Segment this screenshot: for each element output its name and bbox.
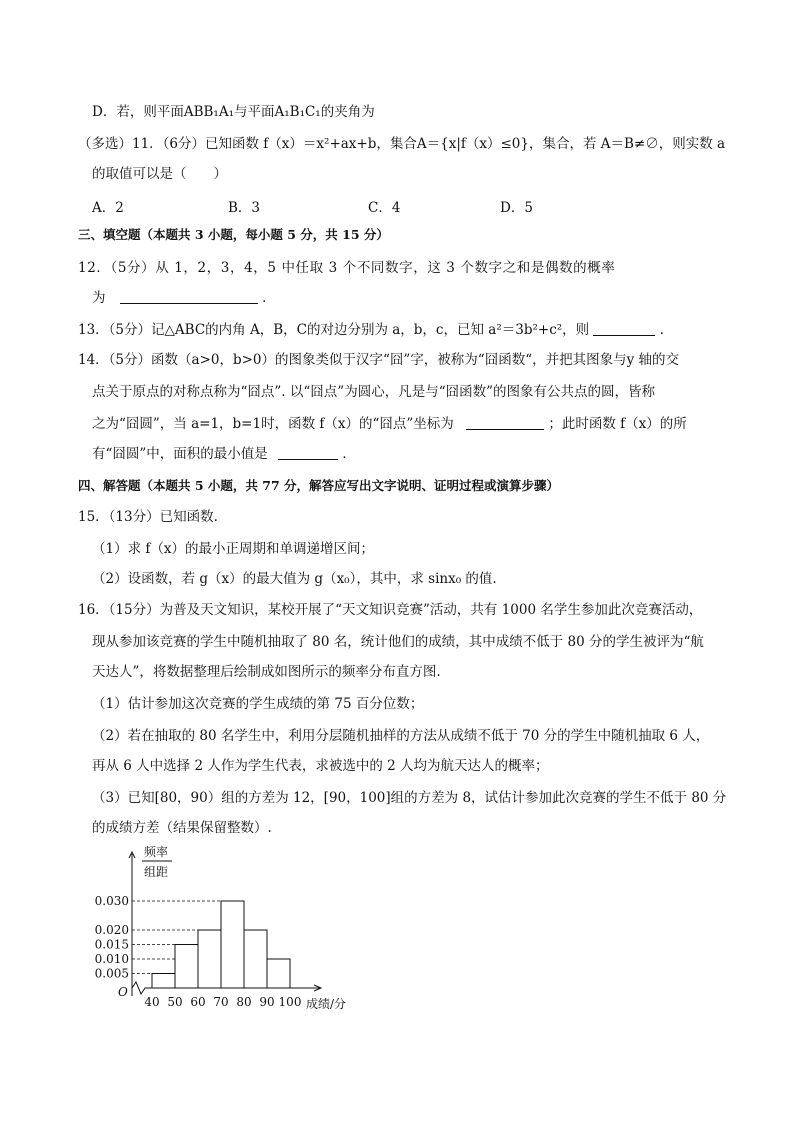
q16-part1: （1）估计参加这次竞赛的学生成绩的第 75 百分位数； <box>92 696 424 712</box>
histogram-bar-50-60 <box>175 945 198 989</box>
y-tick-label-3: 0.020 <box>94 923 129 937</box>
q16-part3-line2: 的成绩方差（结果保留整数）. <box>92 820 272 836</box>
histogram-bar-40-50 <box>152 974 175 989</box>
q16-line3: 天达人”，将数据整理后绘制成如图所示的频率分布直方图. <box>92 664 441 680</box>
x-tick-label-50: 50 <box>167 995 183 1009</box>
x-tick-label-60: 60 <box>190 995 206 1009</box>
q14-answer-blank-1[interactable] <box>466 415 544 430</box>
q12-period: ． <box>262 290 276 306</box>
q11-stem-line1: （多选）11．（6分）已知函数 f（x）＝x²+ax+b，集合A＝{x|f（x）≤0}，集合，若 A＝B≠∅，则实数 a <box>78 136 726 152</box>
x-axis-label: 成绩/分 <box>306 997 347 1011</box>
origin-label: O <box>118 985 128 999</box>
q13-period: ． <box>659 322 674 338</box>
histogram-bar-70-80 <box>221 901 244 988</box>
q14-text-d: ． <box>342 446 356 462</box>
q11-stem-line2: 的取值可以是（ ） <box>92 166 227 182</box>
q11-option-a: A．2 <box>92 200 124 216</box>
q13-answer-blank[interactable] <box>593 321 655 336</box>
section-3-heading: 三、填空题（本题共 3 小题，每小题 5 分，共 15 分） <box>78 227 389 242</box>
x-tick-label-90: 90 <box>259 995 275 1009</box>
y-tick-label-1: 0.010 <box>94 952 129 966</box>
q16-part2-line2: 再从 6 人中选择 2 人作为学生代表，求被选中的 2 人均为航天达人的概率； <box>92 758 549 774</box>
q15-part1: （1）求 f（x）的最小正周期和单调递增区间； <box>92 541 374 557</box>
histogram-bar-90-100 <box>267 959 290 988</box>
q11-option-c: C．4 <box>368 200 401 216</box>
q12-prefix: 为 <box>92 290 106 306</box>
q14-line4 <box>92 445 356 463</box>
ylabel-top: 频率 <box>144 845 169 859</box>
q15-part2: （2）设函数，若 g（x）的最大值为 g（x₀），其中，求 sinx₀ 的值. <box>92 571 497 587</box>
q12-stem: 12．（5分）从 1，2，3，4，5 中任取 3 个不同数字，这 3 个数字之和是偶数的概率 <box>78 260 616 276</box>
q16-line1: 16．（15分）为普及天文知识，某校开展了“天文知识竞赛”活动，共有 1000 名学生参加此次竞赛活动， <box>78 602 703 618</box>
q11-option-d: D．5 <box>500 200 533 216</box>
q14-text-a: 之为“囧圆”，当 a=1，b=1时，函数 f（x）的“囧点”坐标为 <box>92 416 454 432</box>
histogram-bar-80-90 <box>244 930 267 988</box>
section-4-heading: 四、解答题（本题共 5 小题，共 77 分，解答应写出文字说明、证明过程或演算步骤） <box>78 478 560 493</box>
q14-text-c: 有“囧圆”中，面积的最小值是 <box>92 446 268 462</box>
q14-text-b: ；此时函数 f（x）的所 <box>548 416 687 432</box>
x-tick-label-70: 70 <box>213 995 229 1009</box>
y-tick-label-0: 0.005 <box>94 966 129 981</box>
q15-stem: 15．（13分）已知函数. <box>78 509 218 525</box>
q16-part3-line1: （3）已知[80，90）组的方差为 12，[90，100]组的方差为 8，试估计参加此次竞赛的学生不低于 80 分 <box>92 790 727 806</box>
q14-line2: 点关于原点的对称点称为“囧点”. 以“囧点”为圆心，凡是与“囧函数”的图象有公共点的圆，皆称 <box>92 384 655 400</box>
y-tick-label-2: 0.015 <box>94 937 129 952</box>
q13-stem <box>78 321 673 339</box>
q12-line2 <box>92 289 276 307</box>
x-tick-label-100: 100 <box>278 995 302 1009</box>
x-tick-label-80: 80 <box>236 995 252 1009</box>
y-tick-label-4: 0.030 <box>94 894 129 908</box>
q14-line1: 14．（5分）函数（a>0，b>0）的图象类似于汉字“囧”字，被称为“囧函数“，并把其图象与y 轴的交 <box>78 352 680 368</box>
q16-part2-line1: （2）若在抽取的 80 名学生中，利用分层随机抽样的方法从成绩不低于 70 分的学生中随机抽取 6 人， <box>92 728 710 744</box>
q13-text: 13．（5分）记△ABC的内角 A，B，C的对边分别为 a，b，c，已知 a²＝3b²+c²，则 <box>78 322 590 338</box>
q14-answer-blank-2[interactable] <box>278 445 338 460</box>
histogram-bar-60-70 <box>198 930 221 988</box>
frequency-histogram <box>88 840 378 1012</box>
q14-line3 <box>92 415 687 433</box>
x-tick-label-40: 40 <box>144 995 160 1009</box>
q11-option-b: B．3 <box>228 200 261 216</box>
q10-option-d: D．若，则平面ABB₁A₁与平面A₁B₁C₁的夹角为 <box>92 104 375 120</box>
ylabel-bottom: 组距 <box>144 865 169 879</box>
q12-answer-blank[interactable] <box>120 289 258 304</box>
q16-line2: 现从参加该竞赛的学生中随机抽取了 80 名，统计他们的成绩，其中成绩不低于 80 分的学生被评为“航 <box>92 634 704 650</box>
